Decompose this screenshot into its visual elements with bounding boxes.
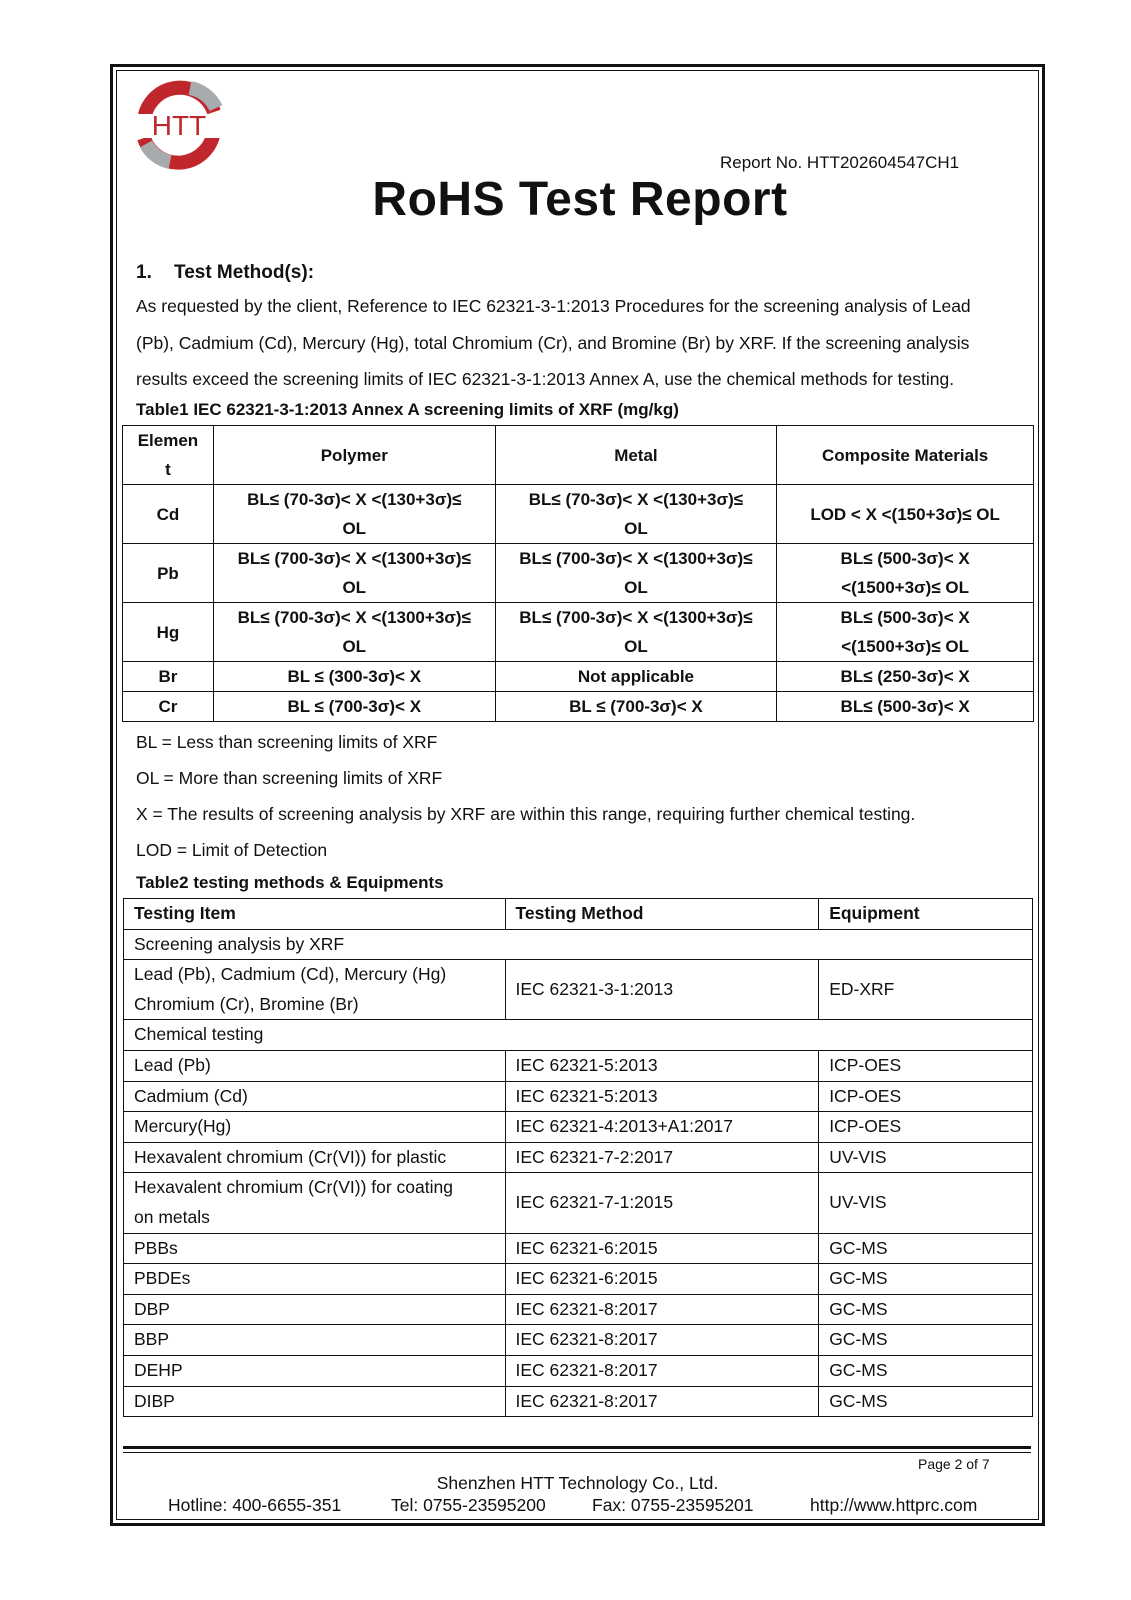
table-cell: BL≤ (500-3σ)< X <(1500+3σ)≤ OL: [777, 603, 1034, 662]
table-cell: Mercury(Hg): [124, 1112, 506, 1143]
table2-header-item: Testing Item: [124, 899, 506, 930]
page-number: Page 2 of 7: [918, 1456, 990, 1472]
table-cell: ICP-OES: [819, 1112, 1033, 1143]
footer-rule-thick: [123, 1446, 1031, 1449]
table-cell: GC-MS: [819, 1386, 1033, 1417]
table-cell: BL≤ (70-3σ)< X <(130+3σ)≤ OL: [213, 485, 495, 544]
table1-header-row: [123, 426, 1034, 485]
table-row: [124, 1325, 1033, 1356]
logo-text: HTT: [151, 110, 207, 141]
table-cell: Br: [123, 662, 214, 692]
table-cell: BL≤ (700-3σ)< X <(1300+3σ)≤ OL: [495, 544, 777, 603]
fax: Fax: 0755-23595201: [592, 1495, 754, 1515]
table-row: [124, 1294, 1033, 1325]
htt-logo: [130, 78, 228, 174]
table-cell: IEC 62321-5:2013: [505, 1050, 819, 1081]
table-cell: BL ≤ (700-3σ)< X: [495, 692, 777, 722]
table-cell: DIBP: [124, 1386, 506, 1417]
website-link[interactable]: http://www.httprc.com: [810, 1495, 978, 1515]
table-cell: LOD < X <(150+3σ)≤ OL: [777, 485, 1034, 544]
table1-caption: Table1 IEC 62321-3-1:2013 Annex A screening limits of XRF (mg/kg): [136, 400, 679, 419]
note-ol: OL = More than screening limits of XRF: [136, 768, 443, 788]
table-cell: BL ≤ (300-3σ)< X: [213, 662, 495, 692]
table-cell: GC-MS: [819, 1294, 1033, 1325]
table-row: [124, 960, 1033, 1020]
table-cell: BL≤ (70-3σ)< X <(130+3σ)≤ OL: [495, 485, 777, 544]
section-heading: [136, 262, 314, 284]
table-cell: Lead (Pb): [124, 1050, 506, 1081]
table-cell: IEC 62321-8:2017: [505, 1294, 819, 1325]
page-title: RoHS Test Report: [372, 173, 788, 226]
table-row: [123, 692, 1034, 722]
table-cell: ICP-OES: [819, 1081, 1033, 1112]
table1-header-polymer: Polymer: [213, 426, 495, 485]
table-cell: IEC 62321-8:2017: [505, 1325, 819, 1356]
table-cell: UV-VIS: [819, 1173, 1033, 1233]
table-cell: Cd: [123, 485, 214, 544]
report-number: Report No. HTT202604547CH1: [720, 153, 960, 172]
table-cell: IEC 62321-7-2:2017: [505, 1142, 819, 1173]
table-cell: IEC 62321-8:2017: [505, 1355, 819, 1386]
table-cell: BL ≤ (700-3σ)< X: [213, 692, 495, 722]
table-row: [124, 1355, 1033, 1386]
table-cell: BL≤ (700-3σ)< X <(1300+3σ)≤ OL: [495, 603, 777, 662]
hotline: Hotline: 400-6655-351: [168, 1495, 342, 1515]
table-cell: GC-MS: [819, 1264, 1033, 1295]
table-cell: IEC 62321-3-1:2013: [505, 960, 819, 1020]
group-label-chemical: Chemical testing: [124, 1020, 1033, 1051]
table-cell: Pb: [123, 544, 214, 603]
table2-caption: Table2 testing methods & Equipments: [136, 873, 444, 892]
company-name: Shenzhen HTT Technology Co., Ltd.: [436, 1473, 719, 1493]
table-cell: DEHP: [124, 1355, 506, 1386]
table-cell: BL≤ (500-3σ)< X: [777, 692, 1034, 722]
table-row: [124, 1142, 1033, 1173]
table-cell: GC-MS: [819, 1233, 1033, 1264]
footer-rule-thin: [123, 1452, 1031, 1453]
table-cell: Cr: [123, 692, 214, 722]
intro-paragraph: [136, 288, 1031, 398]
table2-header-row: [124, 899, 1033, 930]
table-cell: Cadmium (Cd): [124, 1081, 506, 1112]
table-cell: Not applicable: [495, 662, 777, 692]
paragraph-line: As requested by the client, Reference to IEC 62321-3-1:2013 Procedures for the screening analysis of Lead: [136, 296, 971, 316]
table-cell: IEC 62321-7-1:2015: [505, 1173, 819, 1233]
table-row: [124, 1264, 1033, 1295]
group-label-xrf: Screening analysis by XRF: [124, 929, 1033, 960]
screening-limits-table: [122, 425, 1034, 722]
table-cell: ED-XRF: [819, 960, 1033, 1020]
telephone: Tel: 0755-23595200: [391, 1495, 546, 1515]
table-row: [124, 1112, 1033, 1143]
table2-group-row: [124, 929, 1033, 960]
table-cell: BL≤ (250-3σ)< X: [777, 662, 1034, 692]
table-cell: Hg: [123, 603, 214, 662]
table-cell: PBDEs: [124, 1264, 506, 1295]
table1-header-element: Elemen t: [123, 426, 214, 485]
table-row: [124, 1233, 1033, 1264]
table-row: [123, 544, 1034, 603]
table-row: [124, 1386, 1033, 1417]
table-cell: IEC 62321-8:2017: [505, 1386, 819, 1417]
section-title: Test Method(s):: [174, 262, 315, 283]
table-row: [123, 603, 1034, 662]
table-cell: IEC 62321-4:2013+A1:2017: [505, 1112, 819, 1143]
table-cell: Hexavalent chromium (Cr(VI)) for plastic: [124, 1142, 506, 1173]
table-cell: IEC 62321-6:2015: [505, 1233, 819, 1264]
note-x: X = The results of screening analysis by XRF are within this range, requiring further chemical testing.: [136, 804, 916, 824]
table-row: [123, 485, 1034, 544]
table-cell: BL≤ (700-3σ)< X <(1300+3σ)≤ OL: [213, 603, 495, 662]
table-cell: GC-MS: [819, 1355, 1033, 1386]
table-cell: PBBs: [124, 1233, 506, 1264]
note-bl: BL = Less than screening limits of XRF: [136, 732, 438, 752]
note-lod: LOD = Limit of Detection: [136, 840, 328, 860]
table-cell: BL≤ (500-3σ)< X <(1500+3σ)≤ OL: [777, 544, 1034, 603]
table-cell: IEC 62321-5:2013: [505, 1081, 819, 1112]
table-row: [124, 1081, 1033, 1112]
table-cell: BBP: [124, 1325, 506, 1356]
table1-header-metal: Metal: [495, 426, 777, 485]
table-row: [123, 662, 1034, 692]
paragraph-line: results exceed the screening limits of IEC 62321-3-1:2013 Annex A, use the chemical methods for testing.: [136, 369, 955, 389]
table1-header-composite: Composite Materials: [777, 426, 1034, 485]
testing-methods-table: [123, 898, 1033, 1417]
table-row: [124, 1173, 1033, 1233]
table-cell: UV-VIS: [819, 1142, 1033, 1173]
table-row: [124, 1050, 1033, 1081]
paragraph-line: (Pb), Cadmium (Cd), Mercury (Hg), total Chromium (Cr), and Bromine (Br) by XRF. If the screening analysis: [136, 332, 970, 353]
table-cell: ICP-OES: [819, 1050, 1033, 1081]
table2-header-equipment: Equipment: [819, 899, 1033, 930]
table2-header-method: Testing Method: [505, 899, 819, 930]
table-cell: IEC 62321-6:2015: [505, 1264, 819, 1295]
table-cell: Hexavalent chromium (Cr(VI)) for coating on metals: [124, 1173, 506, 1233]
table-cell: Lead (Pb), Cadmium (Cd), Mercury (Hg) Chromium (Cr), Bromine (Br): [124, 960, 506, 1020]
table2-group-row: [124, 1020, 1033, 1051]
table-cell: DBP: [124, 1294, 506, 1325]
table-cell: GC-MS: [819, 1325, 1033, 1356]
table-cell: BL≤ (700-3σ)< X <(1300+3σ)≤ OL: [213, 544, 495, 603]
section-number: 1.: [136, 262, 152, 283]
